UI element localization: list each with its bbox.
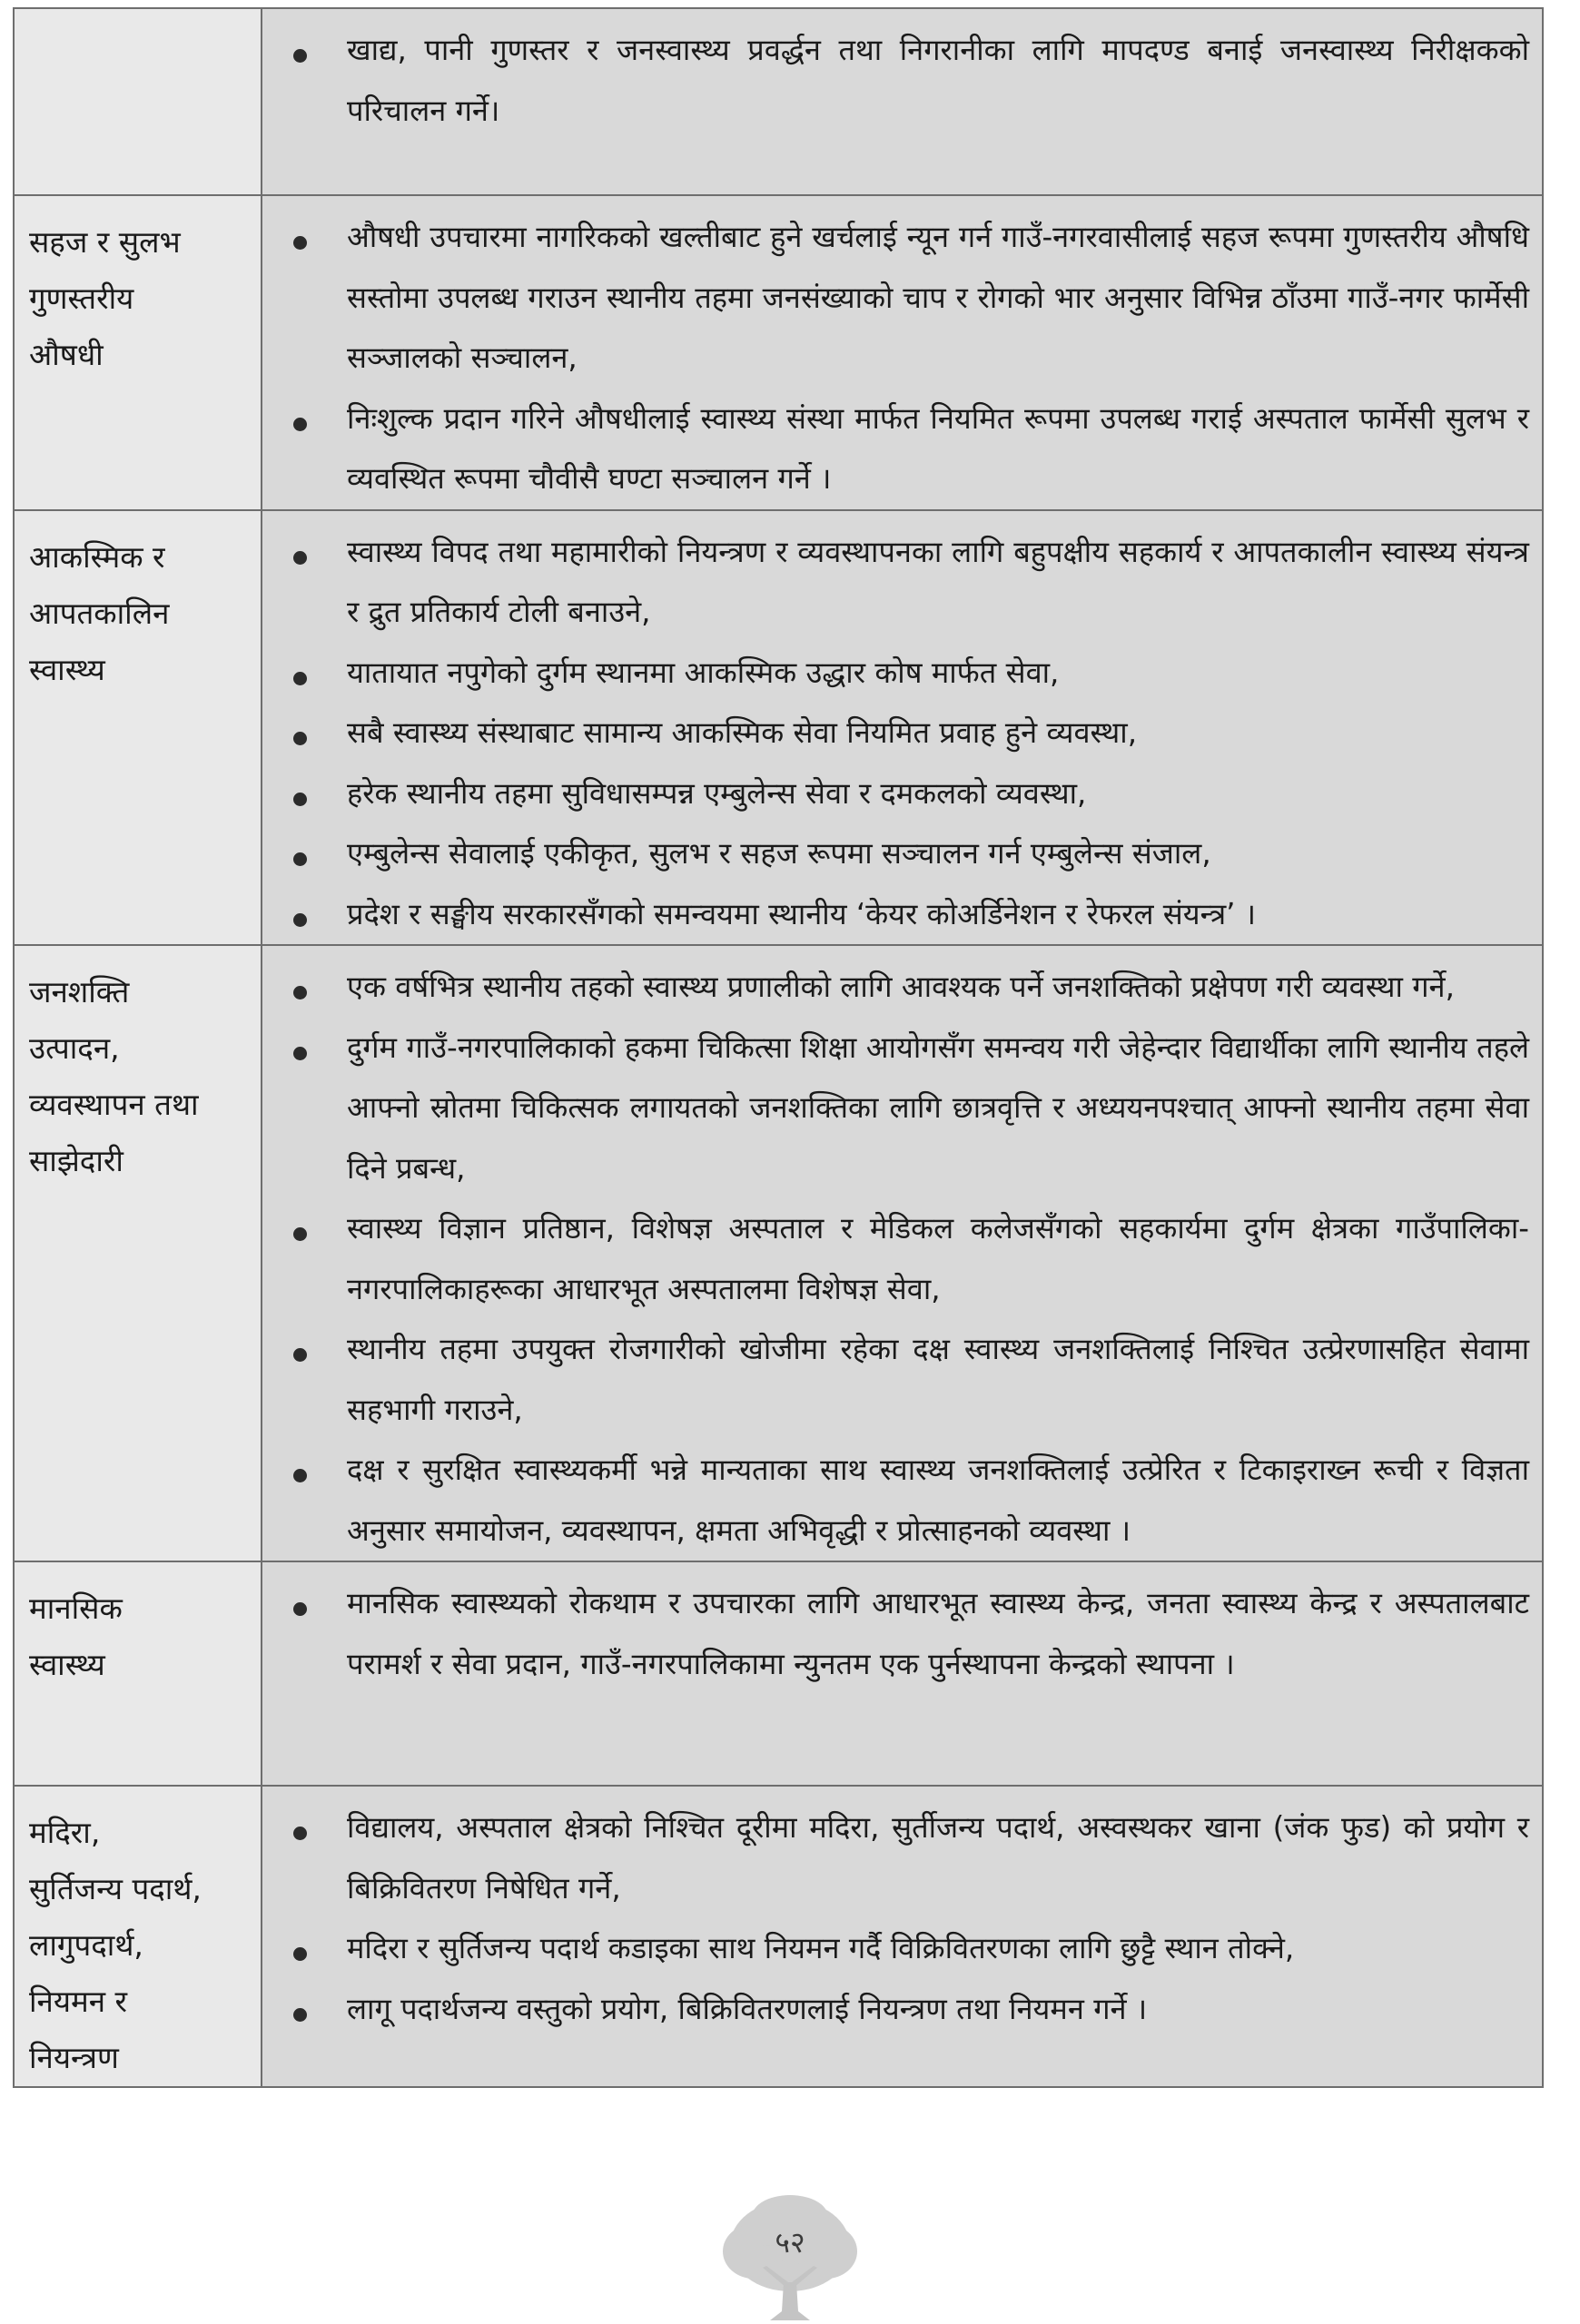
bullet-item [275,823,1529,884]
bullet-icon [293,672,307,685]
policy-table [13,7,1544,2088]
bullet-text: निःशुल्क प्रदान गरिने औषधीलाई स्वास्थ्य संस्था मार्फत नियमित रूपमा उपलब्ध गराई अस्पताल फार्मेसी सुलभ र व्यवस्थित रूपमा चौवीसै घण्टा सञ्चालन गर्ने । [347,400,1529,496]
table-row [14,1561,1543,1786]
row-topic-label: स्वास्थ्य [29,1647,105,1682]
bullet-text: सबै स्वास्थ्य संस्थाबाट सामान्य आकस्मिक सेवा नियमित प्रवाह हुने व्यवस्था, [347,715,1138,750]
row-topic-label: सुर्तिजन्य पदार्थ, [29,1871,202,1906]
bullet-text: लागू पदार्थजन्य वस्तुको प्रयोग, बिक्रिवितरणलाई नियन्त्रण तथा नियमन गर्ने । [347,1991,1148,2026]
bullet-icon [293,236,307,250]
bullet-text: प्रदेश र सङ्घीय सरकारसँगको समन्वयमा स्थानीय ‘केयर कोअर्डिनेशन र रेफरल संयन्त्र’ । [347,896,1257,931]
row-topic-label: आकस्मिक र [29,538,165,575]
table-row [14,510,1543,946]
row-topic-label: आपतकालिन [29,595,170,631]
bullet-icon [293,732,307,745]
page-footer [0,2179,1580,2324]
row-topic-label: लागुपदार्थ, [29,1927,143,1963]
row-topic-label: मानसिक [29,1590,123,1626]
row-topic-cell [14,510,262,946]
bullet-item [275,703,1529,763]
bullet-icon [293,852,307,866]
bullet-icon [293,2008,307,2022]
bullet-item [275,957,1529,1018]
bullet-item [275,522,1529,643]
row-topic-label: सहज र सुलभ [29,224,181,260]
bullet-text: मदिरा र सुर्तिजन्य पदार्थ कडाइका साथ नियमन गर्दै विक्रिवितरणका लागि छुट्टै स्थान तोक्ने, [347,1931,1295,1965]
bullet-list [275,957,1529,1561]
bullet-text: विद्यालय, अस्पताल क्षेत्रको निश्चित दूरीमा मदिरा, सुर्तीजन्य पदार्थ, अस्वस्थकर खाना (जंक फुड) को प्रयोग र बिक्रिवितरण निषेधित गर्ने, [347,1810,1529,1905]
row-topic-label: औषधी [29,337,104,372]
policy-table-body [14,8,1543,2087]
bullet-item [275,1573,1529,1694]
bullet-list [275,1573,1529,1694]
row-points-cell [262,945,1543,1561]
row-topic-cell [14,1786,262,2087]
bullet-icon [293,913,307,927]
row-topic-cell [14,945,262,1561]
table-row [14,1786,1543,2087]
bullet-item [275,1918,1529,1979]
row-topic-label: साझेदारी [29,1143,123,1178]
bullet-icon [293,1602,307,1616]
bullet-item [275,1979,1529,2040]
bullet-list [275,522,1529,945]
bullet-icon [293,986,307,1000]
row-topic-label: नियन्त्रण [29,2040,119,2075]
bullet-icon [293,551,307,565]
bullet-list [275,207,1529,509]
bullet-text: स्वास्थ्य विपद तथा महामारीको नियन्त्रण र व्यवस्थापनका लागि बहुपक्षीय सहकार्य र आपतकालीन स्वास्थ्य संयन्त्र र द्रुत प्रतिकार्य टोली बनाउने, [347,534,1529,629]
row-points-cell [262,195,1543,510]
bullet-list [275,1797,1529,2039]
bullet-text: स्वास्थ्य विज्ञान प्रतिष्ठान, विशेषज्ञ अस्पताल र मेडिकल कलेजसँगको सहकार्यमा दुर्गम क्षेत्रका गाउँपालिका-नगरपालिकाहरूका आधारभूत अस्पतालमा विशेषज्ञ सेवा, [347,1211,1529,1306]
bullet-text: खाद्य, पानी गुणस्तर र जनस्वास्थ्य प्रवर्द्धन तथा निगरानीका लागि मापदण्ड बनाई जनस्वास्थ्य निरीक्षकको परिचालन गर्ने। [347,33,1529,128]
row-points-cell [262,510,1543,946]
row-topic-label: जनशक्ति [29,974,130,1009]
bullet-icon [293,1469,307,1482]
bullet-icon [293,1947,307,1961]
bullet-item [275,763,1529,824]
table-row [14,8,1543,195]
bullet-item [275,1440,1529,1561]
bullet-item [275,1319,1529,1440]
row-points-cell [262,1786,1543,2087]
table-row [14,945,1543,1561]
row-topic-label: गुणस्तरीय [29,281,134,316]
bullet-item [275,207,1529,389]
row-topic-cell [14,8,262,195]
bullet-text: मानसिक स्वास्थ्यको रोकथाम र उपचारका लागि आधारभूत स्वास्थ्य केन्द्र, जनता स्वास्थ्य केन्द्र र अस्पतालबाट परामर्श र सेवा प्रदान, गाउँ-नगरपालिकामा न्युनतम एक पुर्नस्थापना केन्द्रको स्थापना । [347,1586,1529,1681]
row-topic-label: मदिरा, [29,1815,101,1850]
bullet-item [275,884,1529,945]
bullet-icon [293,793,307,806]
bullet-icon [293,1348,307,1362]
bullet-list [275,20,1529,141]
bullet-icon [293,418,307,431]
bullet-item [275,20,1529,141]
bullet-text: औषधी उपचारमा नागरिकको खल्तीबाट हुने खर्चलाई न्यून गर्न गाउँ-नगरवासीलाई सहज रूपमा गुणस्तरीय औषधि सस्तोमा उपलब्ध गराउन स्थानीय तहमा जनसंख्याको चाप र रोगको भार अनुसार विभिन्न ठाँउमा गाउँ-नगर फार्मेसी सञ्जालको सञ्चालन, [347,220,1529,375]
bullet-text: स्थानीय तहमा उपयुक्त रोजगारीको खोजीमा रहेका दक्ष स्वास्थ्य जनशक्तिलाई निश्चित उत्प्रेरणासहित सेवामा सहभागी गराउने, [347,1332,1529,1427]
bullet-item [275,389,1529,509]
row-topic-cell [14,1561,262,1786]
bullet-text: एम्बुलेन्स सेवालाई एकीकृत, सुलभ र सहज रूपमा सञ्चालन गर्न एम्बुलेन्स संजाल, [347,836,1211,871]
bullet-text: यातायात नपुगेको दुर्गम स्थानमा आकस्मिक उद्धार कोष मार्फत सेवा, [347,655,1060,690]
bullet-text: हरेक स्थानीय तहमा सुविधासम्पन्न एम्बुलेन्स सेवा र दमकलको व्यवस्था, [347,775,1087,811]
bullet-item [275,643,1529,704]
row-points-cell [262,1561,1543,1786]
row-topic-label: व्यवस्थापन तथा [29,1087,199,1122]
table-row [14,195,1543,510]
bullet-text: एक वर्षभित्र स्थानीय तहको स्वास्थ्य प्रणालीको लागि आवश्यक पर्ने जनशक्तिको प्रक्षेपण गरी व्यवस्था गर्ने, [347,970,1455,1004]
row-points-cell [262,8,1543,195]
bullet-icon [293,1827,307,1840]
bullet-icon [293,49,307,63]
bullet-text: दक्ष र सुरक्षित स्वास्थ्यकर्मी भन्ने मान्यताका साथ स्वास्थ्य जनशक्तिलाई उत्प्रेरित र टिकाइराख्न रूची र विज्ञता अनुसार समायोजन, व्यवस्थापन, क्षमता अभिवृद्धी र प्रोत्साहनको व्यवस्था । [347,1452,1529,1548]
bullet-item [275,1797,1529,1918]
page-number: ५२ [775,2225,805,2260]
bullet-item [275,1198,1529,1319]
bullet-icon [293,1047,307,1060]
row-topic-label: उत्पादन, [29,1030,120,1066]
row-topic-cell [14,195,262,510]
row-topic-label: स्वास्थ्य [29,651,105,687]
bullet-icon [293,1227,307,1241]
row-topic-label: नियमन र [29,1984,128,2019]
bullet-item [275,1018,1529,1199]
bullet-text: दुर्गम गाउँ-नगरपालिकाको हकमा चिकित्सा शिक्षा आयोगसँग समन्वय गरी जेहेन्दार विद्यार्थीका लागि स्थानीय तहले आफ्नो स्रोतमा चिकित्सक लगायतको जनशक्तिका लागि छात्रवृत्ति र अध्ययनपश्चात् आफ्नो स्थानीय तहमा सेवा दिने प्रबन्ध, [347,1029,1529,1186]
